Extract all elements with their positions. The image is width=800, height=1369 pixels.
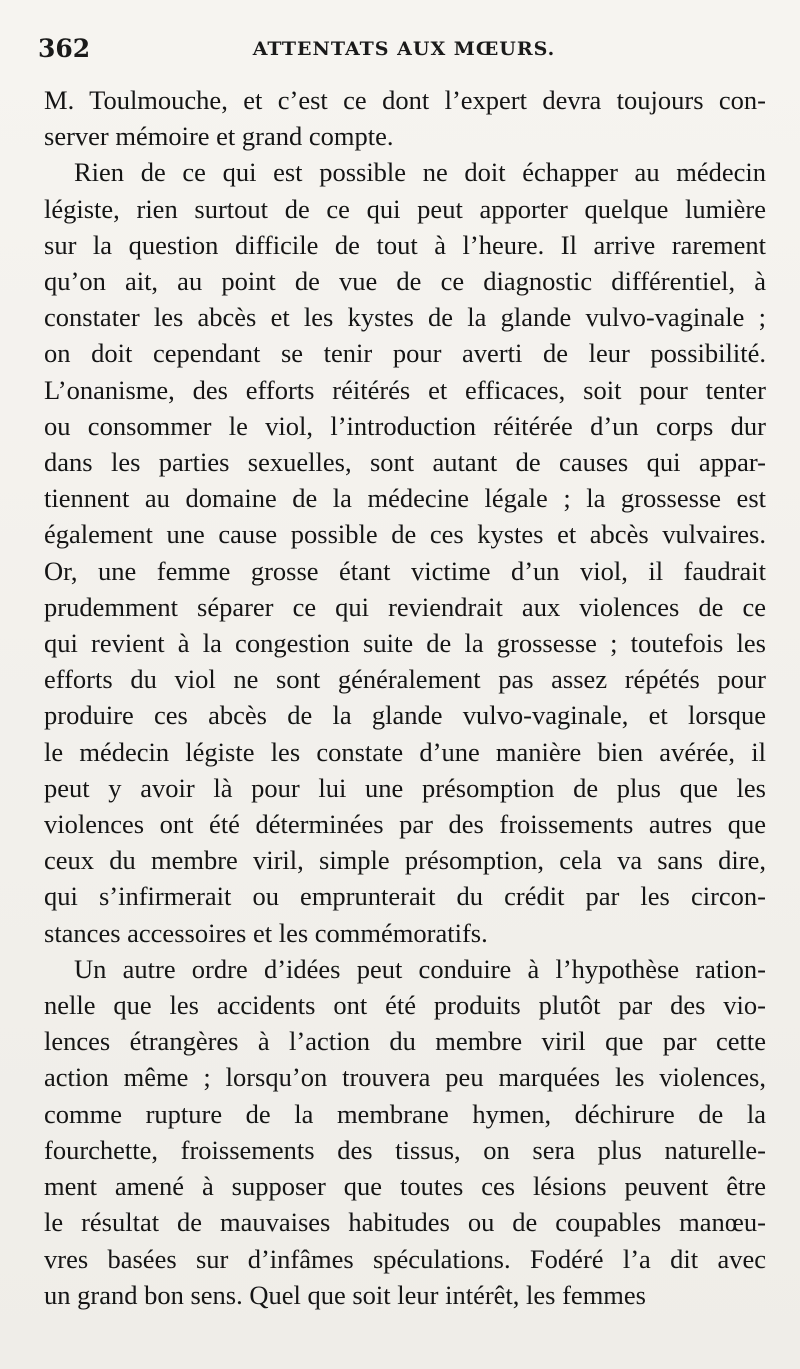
text-line: Un autre ordre d’idées peut conduire à l’hypothèse ration- [74,953,766,984]
text-line: stances accessoires et les commémoratifs. [44,917,488,948]
paragraph-3 [44,951,766,1313]
text-line: qui revient à la congestion suite de la grossesse ; toutefois les [44,628,766,659]
text-line: légiste, rien surtout de ce qui peut apporter quelque lumière [44,193,766,224]
text-line: Rien de ce qui est possible ne doit échapper au médecin [74,157,766,188]
text-line: nelle que les accidents ont été produits plutôt par des vio- [44,990,766,1021]
text-line: L’onanisme, des efforts réitérés et efficaces, soit pour tenter [44,374,766,405]
text-line: le médecin légiste les constate d’une manière bien avérée, il [44,736,766,767]
text-line: peut y avoir là pour lui une présomption de plus que les [44,772,766,803]
text-line: constater les abcès et les kystes de la glande vulvo-vaginale ; [44,302,766,333]
text-line: violences ont été déterminées par des froissements autres que [44,809,766,840]
text-line: dans les parties sexuelles, sont autant de causes qui appar- [44,447,766,478]
text-line: tiennent au domaine de la médecine légale ; la grossesse est [44,483,766,514]
text-line: vres basées sur d’infâmes spéculations. Fodéré l’a dit avec [44,1243,766,1274]
text-line: efforts du viol ne sont généralement pas assez répétés pour [44,664,766,695]
text-line: produire ces abcès de la glande vulvo-vaginale, et lorsque [44,700,766,731]
text-line: M. Toulmouche, et c’est ce dont l’expert devra toujours con- [44,85,766,115]
page-number: 362 [38,34,91,63]
text-line: qu’on ait, au point de vue de ce diagnostic différentiel, à [44,266,766,297]
text-line: fourchette, froissements des tissus, on sera plus naturelle- [44,1134,766,1165]
text-line: un grand bon sens. Quel que soit leur intérêt, les femmes [44,1279,646,1310]
text-line: le résultat de mauvaises habitudes ou de coupables manœu- [44,1207,766,1238]
text-line: action même ; lorsqu’on trouvera peu marquées les violences, [44,1062,766,1093]
text-line: également une cause possible de ces kystes et abcès vulvaires. [44,519,766,550]
text-line: comme rupture de la membrane hymen, déchirure de la [44,1098,766,1129]
paragraph-2 [44,154,766,950]
text-line: on doit cependant se tenir pour averti de leur possibilité. [44,338,766,369]
text-line: prudemment séparer ce qui reviendrait aux violences de ce [44,591,766,622]
text-line: server mémoire et grand compte. [44,121,394,152]
text-line: sur la question difficile de tout à l’heure. Il arrive rarement [44,229,766,260]
text-line: qui s’infirmerait ou emprunterait du crédit par les circon- [44,881,766,912]
page-header [38,34,770,68]
body-text [44,82,766,1313]
text-line: ou consommer le viol, l’introduction réitérée d’un corps dur [44,410,766,441]
running-title: ATTENTATS AUX MŒURS. [252,38,556,60]
text-line: ceux du membre viril, simple présomption, cela va sans dire, [44,845,766,876]
text-line: Or, une femme grosse étant victime d’un viol, il faudrait [44,555,766,586]
text-line: ment amené à supposer que toutes ces lésions peuvent être [44,1171,766,1202]
paragraph-1 [44,82,766,154]
text-line: lences étrangères à l’action du membre viril que par cette [44,1026,766,1057]
